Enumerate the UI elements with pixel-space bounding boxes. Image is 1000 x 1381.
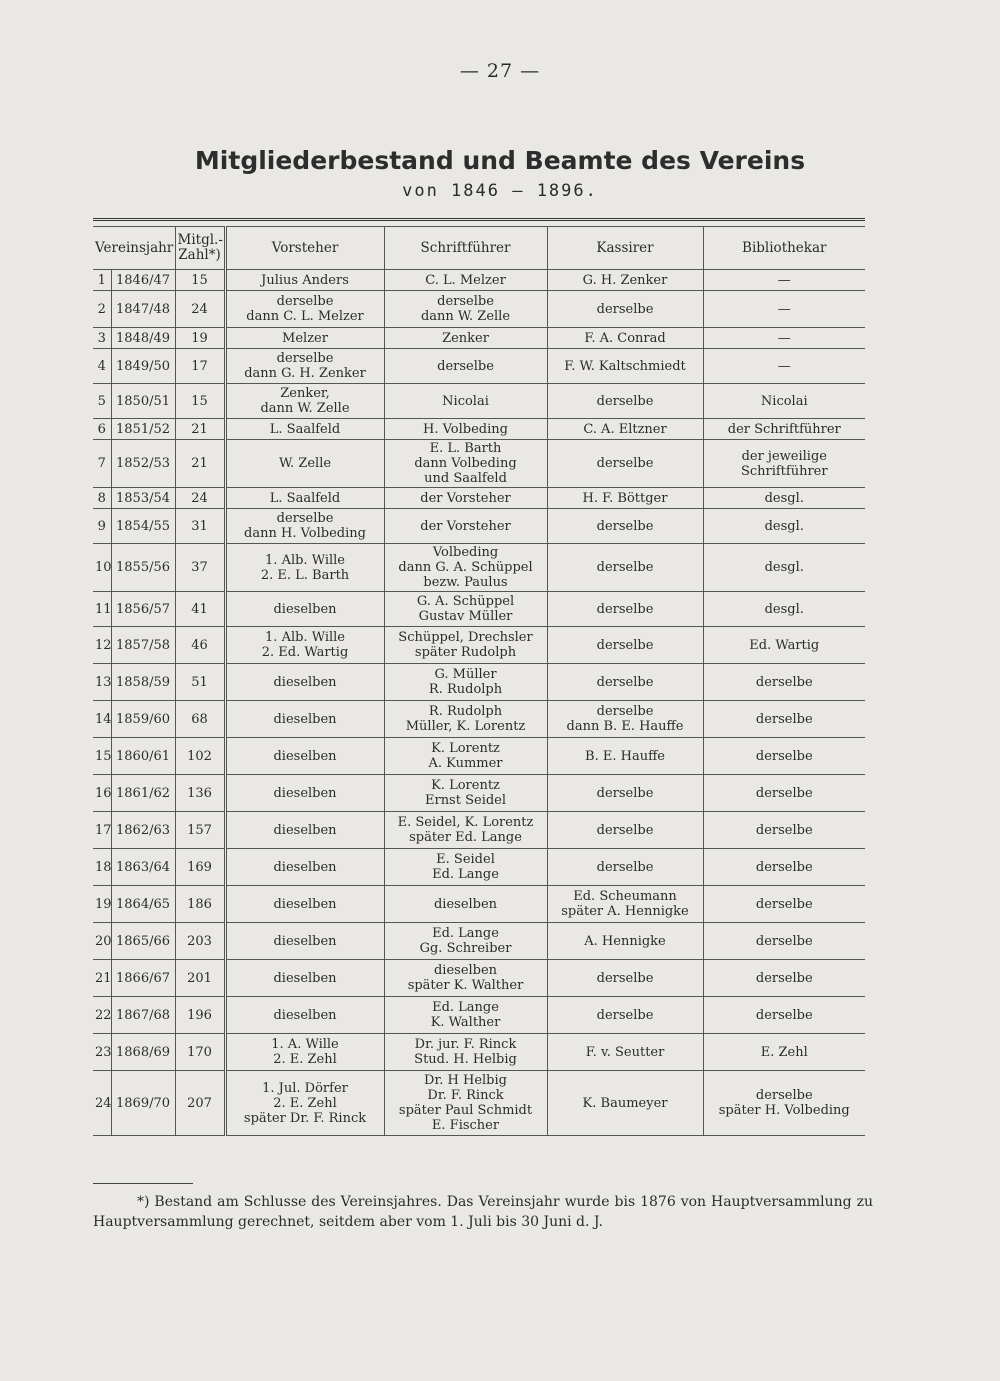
schriftfuehrer-cell: K. Lorentz Ernst Seidel	[384, 775, 547, 812]
vereinsjahr-cell: 1868/69	[111, 1034, 175, 1071]
kassirer-cell: derselbe	[547, 509, 703, 544]
bibliothekar-cell: desgl.	[703, 509, 865, 544]
vereinsjahr-cell: 1854/55	[111, 509, 175, 544]
mitglieder-zahl-cell: 17	[175, 349, 225, 384]
schriftfuehrer-cell: dieselben	[384, 886, 547, 923]
schriftfuehrer-cell: E. Seidel, K. Lorentz später Ed. Lange	[384, 812, 547, 849]
table-row	[93, 997, 865, 1034]
vereinsjahr-cell: 1856/57	[111, 592, 175, 627]
vorsteher-cell: dieselben	[225, 592, 384, 627]
mitglieder-zahl-cell: 37	[175, 544, 225, 592]
kassirer-cell: derselbe	[547, 849, 703, 886]
mitglieder-zahl-cell: 15	[175, 384, 225, 419]
table-row	[93, 701, 865, 738]
mitglieder-zahl-cell: 201	[175, 960, 225, 997]
row-number: 16	[93, 775, 111, 812]
schriftfuehrer-cell: derselbe dann W. Zelle	[384, 291, 547, 328]
schriftfuehrer-cell: derselbe	[384, 349, 547, 384]
vereinsjahr-cell: 1863/64	[111, 849, 175, 886]
row-number: 5	[93, 384, 111, 419]
vorsteher-cell: 1. Alb. Wille 2. E. L. Barth	[225, 544, 384, 592]
mitglieder-zahl-cell: 102	[175, 738, 225, 775]
vereinsjahr-cell: 1846/47	[111, 270, 175, 291]
kassirer-cell: derselbe	[547, 440, 703, 488]
row-number: 2	[93, 291, 111, 328]
bibliothekar-cell: derselbe	[703, 997, 865, 1034]
bibliothekar-cell: —	[703, 328, 865, 349]
mitglieder-zahl-cell: 196	[175, 997, 225, 1034]
schriftfuehrer-cell: Nicolai	[384, 384, 547, 419]
row-number: 18	[93, 849, 111, 886]
row-number: 11	[93, 592, 111, 627]
mitglieder-zahl-cell: 46	[175, 627, 225, 664]
row-number: 14	[93, 701, 111, 738]
mitglieder-zahl-cell: 24	[175, 291, 225, 328]
vorsteher-cell: L. Saalfeld	[225, 488, 384, 509]
schriftfuehrer-cell: Volbeding dann G. A. Schüppel bezw. Paulus	[384, 544, 547, 592]
table-row	[93, 1071, 865, 1136]
vorsteher-cell: dieselben	[225, 997, 384, 1034]
table-row	[93, 775, 865, 812]
vereinsjahr-cell: 1865/66	[111, 923, 175, 960]
vorsteher-cell: Julius Anders	[225, 270, 384, 291]
table-row	[93, 440, 865, 488]
kassirer-cell: Ed. Scheumann später A. Hennigke	[547, 886, 703, 923]
schriftfuehrer-cell: C. L. Melzer	[384, 270, 547, 291]
header-bibliothekar: Bibliothekar	[703, 227, 865, 270]
schriftfuehrer-cell: E. L. Barth dann Volbeding und Saalfeld	[384, 440, 547, 488]
schriftfuehrer-cell: Dr. jur. F. Rinck Stud. H. Helbig	[384, 1034, 547, 1071]
header-kassirer: Kassirer	[547, 227, 703, 270]
vereinsjahr-cell: 1859/60	[111, 701, 175, 738]
row-number: 6	[93, 419, 111, 440]
schriftfuehrer-cell: der Vorsteher	[384, 488, 547, 509]
bibliothekar-cell: derselbe	[703, 849, 865, 886]
table-row	[93, 923, 865, 960]
schriftfuehrer-cell: Dr. H Helbig Dr. F. Rinck später Paul Schmidt E. Fischer	[384, 1071, 547, 1136]
bibliothekar-cell: —	[703, 349, 865, 384]
vorsteher-cell: dieselben	[225, 923, 384, 960]
kassirer-cell: H. F. Böttger	[547, 488, 703, 509]
kassirer-cell: K. Baumeyer	[547, 1071, 703, 1136]
row-number: 1	[93, 270, 111, 291]
mitglieder-zahl-cell: 51	[175, 664, 225, 701]
schriftfuehrer-cell: Ed. Lange Gg. Schreiber	[384, 923, 547, 960]
bibliothekar-cell: derselbe	[703, 886, 865, 923]
vorsteher-cell: W. Zelle	[225, 440, 384, 488]
schriftfuehrer-cell: Ed. Lange K. Walther	[384, 997, 547, 1034]
kassirer-cell: derselbe	[547, 960, 703, 997]
header-vereinsjahr: Vereinsjahr	[93, 227, 175, 270]
table-body	[93, 270, 865, 1136]
table-row	[93, 291, 865, 328]
vorsteher-cell: L. Saalfeld	[225, 419, 384, 440]
kassirer-cell: derselbe	[547, 291, 703, 328]
vorsteher-cell: dieselben	[225, 849, 384, 886]
vorsteher-cell: derselbe dann C. L. Melzer	[225, 291, 384, 328]
vereinsjahr-cell: 1867/68	[111, 997, 175, 1034]
top-rule	[93, 218, 865, 221]
mitglieder-zahl-cell: 15	[175, 270, 225, 291]
table-row	[93, 509, 865, 544]
vereinsjahr-cell: 1869/70	[111, 1071, 175, 1136]
row-number: 21	[93, 960, 111, 997]
header-mitglieder-zahl: Mitgl.- Zahl*)	[175, 227, 225, 270]
mitglieder-zahl-cell: 203	[175, 923, 225, 960]
vereinsjahr-cell: 1847/48	[111, 291, 175, 328]
table-row	[93, 812, 865, 849]
row-number: 7	[93, 440, 111, 488]
table-row	[93, 627, 865, 664]
kassirer-cell: F. A. Conrad	[547, 328, 703, 349]
row-number: 17	[93, 812, 111, 849]
bibliothekar-cell: —	[703, 291, 865, 328]
schriftfuehrer-cell: G. Müller R. Rudolph	[384, 664, 547, 701]
bibliothekar-cell: Nicolai	[703, 384, 865, 419]
vorsteher-cell: dieselben	[225, 664, 384, 701]
vereinsjahr-cell: 1849/50	[111, 349, 175, 384]
vereinsjahr-cell: 1861/62	[111, 775, 175, 812]
row-number: 20	[93, 923, 111, 960]
schriftfuehrer-cell: R. Rudolph Müller, K. Lorentz	[384, 701, 547, 738]
vereinsjahr-cell: 1858/59	[111, 664, 175, 701]
kassirer-cell: derselbe	[547, 627, 703, 664]
vorsteher-cell: Melzer	[225, 328, 384, 349]
bibliothekar-cell: desgl.	[703, 592, 865, 627]
kassirer-cell: F. v. Seutter	[547, 1034, 703, 1071]
bibliothekar-cell: der jeweilige Schriftführer	[703, 440, 865, 488]
vorsteher-cell: 1. Jul. Dörfer 2. E. Zehl später Dr. F. Rinck	[225, 1071, 384, 1136]
row-number: 15	[93, 738, 111, 775]
vereinsjahr-cell: 1851/52	[111, 419, 175, 440]
mitglieder-zahl-cell: 136	[175, 775, 225, 812]
schriftfuehrer-cell: Zenker	[384, 328, 547, 349]
bibliothekar-cell: derselbe	[703, 738, 865, 775]
bibliothekar-cell: Ed. Wartig	[703, 627, 865, 664]
vorsteher-cell: derselbe dann G. H. Zenker	[225, 349, 384, 384]
table-header-row	[93, 227, 865, 270]
vorsteher-cell: 1. A. Wille 2. E. Zehl	[225, 1034, 384, 1071]
schriftfuehrer-cell: E. Seidel Ed. Lange	[384, 849, 547, 886]
kassirer-cell: B. E. Hauffe	[547, 738, 703, 775]
mitglieder-zahl-cell: 21	[175, 440, 225, 488]
row-number: 9	[93, 509, 111, 544]
mitglieder-zahl-cell: 41	[175, 592, 225, 627]
mitglieder-zahl-cell: 169	[175, 849, 225, 886]
kassirer-cell: derselbe	[547, 384, 703, 419]
kassirer-cell: A. Hennigke	[547, 923, 703, 960]
row-number: 8	[93, 488, 111, 509]
bibliothekar-cell: derselbe später H. Volbeding	[703, 1071, 865, 1136]
bibliothekar-cell: E. Zehl	[703, 1034, 865, 1071]
row-number: 13	[93, 664, 111, 701]
page-subtitle: von 1846 — 1896.	[402, 181, 598, 201]
vereinsjahr-cell: 1864/65	[111, 886, 175, 923]
kassirer-cell: derselbe	[547, 812, 703, 849]
bibliothekar-cell: desgl.	[703, 488, 865, 509]
row-number: 12	[93, 627, 111, 664]
schriftfuehrer-cell: K. Lorentz A. Kummer	[384, 738, 547, 775]
mitglieder-zahl-cell: 186	[175, 886, 225, 923]
mitglieder-zahl-cell: 31	[175, 509, 225, 544]
table-row	[93, 1034, 865, 1071]
table-row	[93, 384, 865, 419]
table-row	[93, 488, 865, 509]
table-row	[93, 738, 865, 775]
vorsteher-cell: dieselben	[225, 812, 384, 849]
page-title: Mitgliederbestand und Beamte des Vereins	[194, 146, 806, 175]
kassirer-cell: derselbe	[547, 775, 703, 812]
page-number: — 27 —	[459, 60, 541, 82]
vereinsjahr-cell: 1860/61	[111, 738, 175, 775]
vorsteher-cell: dieselben	[225, 775, 384, 812]
kassirer-cell: derselbe	[547, 592, 703, 627]
vorsteher-cell: dieselben	[225, 738, 384, 775]
kassirer-cell: derselbe dann B. E. Hauffe	[547, 701, 703, 738]
bibliothekar-cell: derselbe	[703, 664, 865, 701]
table-row	[93, 592, 865, 627]
bibliothekar-cell: desgl.	[703, 544, 865, 592]
bibliothekar-cell: derselbe	[703, 960, 865, 997]
header-schriftfuehrer: Schriftführer	[384, 227, 547, 270]
mitglieder-zahl-cell: 24	[175, 488, 225, 509]
row-number: 10	[93, 544, 111, 592]
row-number: 22	[93, 997, 111, 1034]
table-row	[93, 849, 865, 886]
vereinsjahr-cell: 1848/49	[111, 328, 175, 349]
mitglieder-zahl-cell: 157	[175, 812, 225, 849]
kassirer-cell: F. W. Kaltschmiedt	[547, 349, 703, 384]
vereinsjahr-cell: 1855/56	[111, 544, 175, 592]
kassirer-cell: derselbe	[547, 664, 703, 701]
mitglieder-zahl-cell: 68	[175, 701, 225, 738]
vereinsjahr-cell: 1862/63	[111, 812, 175, 849]
schriftfuehrer-cell: H. Volbeding	[384, 419, 547, 440]
schriftfuehrer-cell: dieselben später K. Walther	[384, 960, 547, 997]
row-number: 4	[93, 349, 111, 384]
footnote-rule	[93, 1183, 193, 1184]
schriftfuehrer-cell: Schüppel, Drechsler später Rudolph	[384, 627, 547, 664]
header-vorsteher: Vorsteher	[225, 227, 384, 270]
schriftfuehrer-cell: G. A. Schüppel Gustav Müller	[384, 592, 547, 627]
kassirer-cell: C. A. Eltzner	[547, 419, 703, 440]
vereinsjahr-cell: 1853/54	[111, 488, 175, 509]
row-number: 24	[93, 1071, 111, 1136]
table-row	[93, 270, 865, 291]
row-number: 3	[93, 328, 111, 349]
table-row	[93, 664, 865, 701]
table-row	[93, 544, 865, 592]
bibliothekar-cell: derselbe	[703, 923, 865, 960]
vereinsjahr-cell: 1850/51	[111, 384, 175, 419]
table-row	[93, 419, 865, 440]
table-row	[93, 886, 865, 923]
vorsteher-cell: Zenker, dann W. Zelle	[225, 384, 384, 419]
table-row	[93, 328, 865, 349]
row-number: 23	[93, 1034, 111, 1071]
table-row	[93, 960, 865, 997]
mitglieder-zahl-cell: 21	[175, 419, 225, 440]
row-number: 19	[93, 886, 111, 923]
vorsteher-cell: derselbe dann H. Volbeding	[225, 509, 384, 544]
vorsteher-cell: dieselben	[225, 886, 384, 923]
bibliothekar-cell: —	[703, 270, 865, 291]
kassirer-cell: derselbe	[547, 544, 703, 592]
vorsteher-cell: dieselben	[225, 701, 384, 738]
schriftfuehrer-cell: der Vorsteher	[384, 509, 547, 544]
bibliothekar-cell: der Schriftführer	[703, 419, 865, 440]
mitglieder-zahl-cell: 19	[175, 328, 225, 349]
mitglieder-zahl-cell: 170	[175, 1034, 225, 1071]
footnote: *) Bestand am Schlusse des Vereinsjahres. Das Vereinsjahr wurde bis 1876 von Hauptversammlung zu Hauptversammlung gerechnet, seitdem aber vom 1. Juli bis 30 Juni d. J.	[93, 1194, 873, 1230]
table-row	[93, 349, 865, 384]
vorsteher-cell: dieselben	[225, 960, 384, 997]
vereinsjahr-cell: 1852/53	[111, 440, 175, 488]
members-table	[93, 226, 865, 1136]
bibliothekar-cell: derselbe	[703, 812, 865, 849]
vorsteher-cell: 1. Alb. Wille 2. Ed. Wartig	[225, 627, 384, 664]
vereinsjahr-cell: 1857/58	[111, 627, 175, 664]
vereinsjahr-cell: 1866/67	[111, 960, 175, 997]
kassirer-cell: G. H. Zenker	[547, 270, 703, 291]
bibliothekar-cell: derselbe	[703, 701, 865, 738]
bibliothekar-cell: derselbe	[703, 775, 865, 812]
mitglieder-zahl-cell: 207	[175, 1071, 225, 1136]
kassirer-cell: derselbe	[547, 997, 703, 1034]
